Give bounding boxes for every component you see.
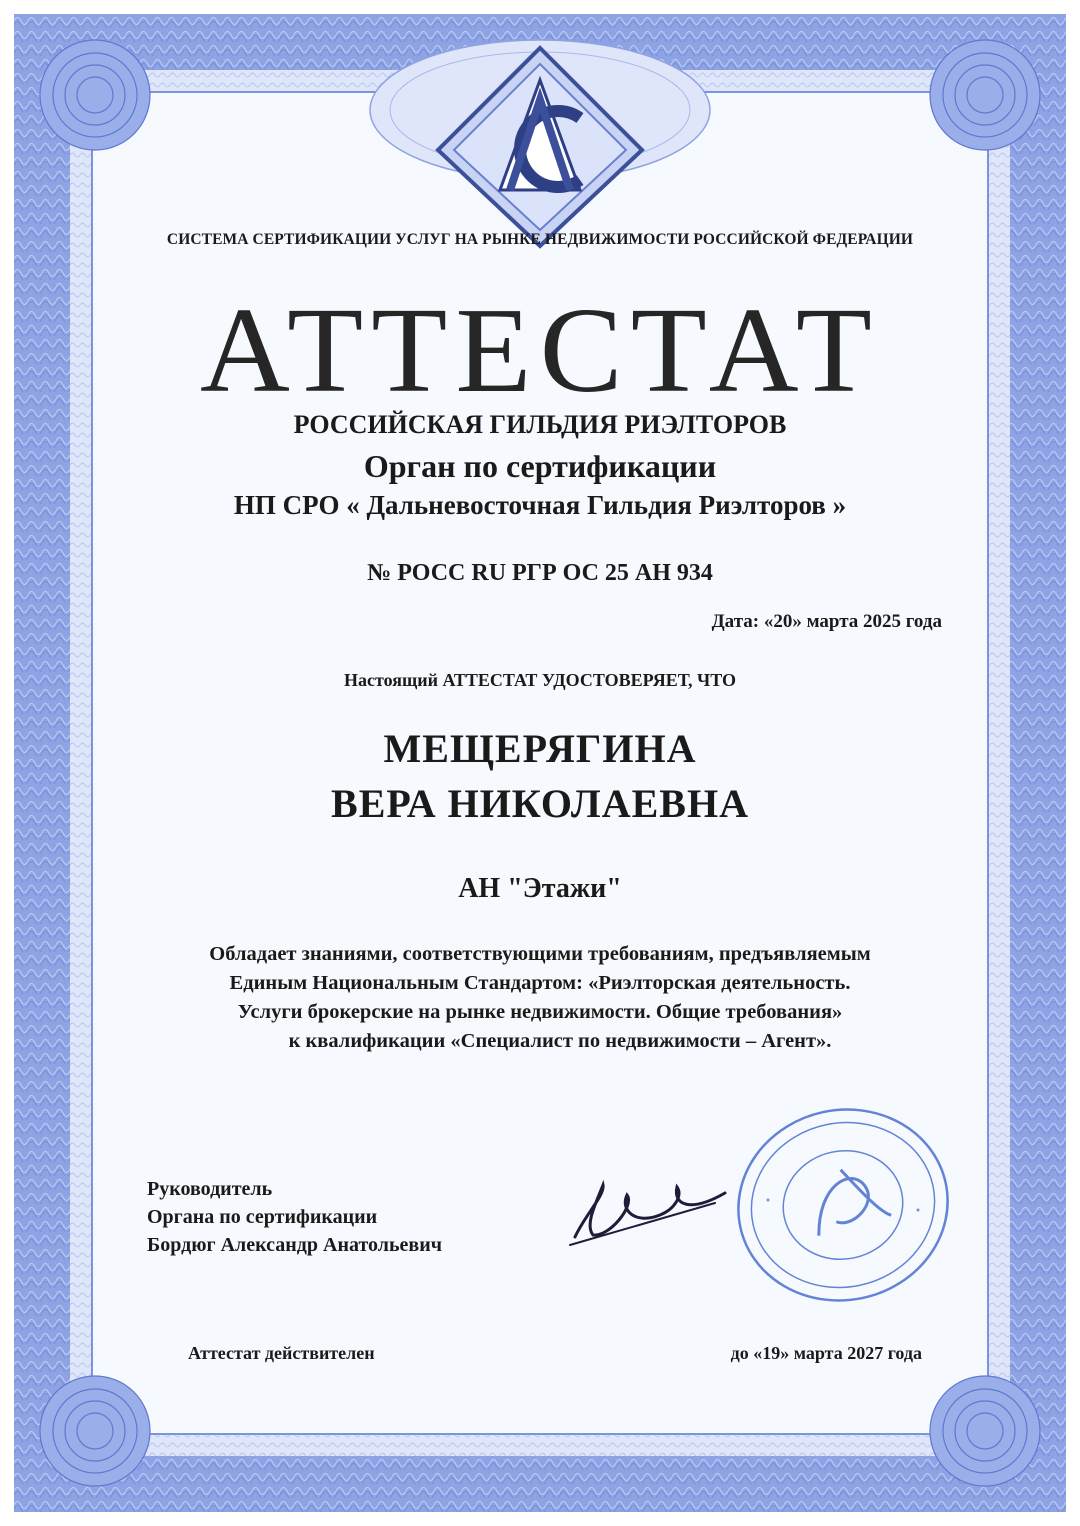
qualification-text	[0, 940, 1080, 1056]
round-seal-icon	[728, 1100, 958, 1310]
qualification-line: Единым Национальным Стандартом: «Риэлторская деятельность.	[229, 972, 851, 994]
holder-given-names: ВЕРА НИКОЛАЕВНА	[331, 781, 749, 826]
certification-system-line: СИСТЕМА СЕРТИФИКАЦИИ УСЛУГ НА РЫНКЕ НЕДВИЖИМОСТИ РОССИЙСКОЙ ФЕДЕРАЦИИ	[166, 231, 914, 248]
issue-date: Дата: «20» марта 2025 года	[711, 611, 942, 632]
guild-logo-icon	[430, 40, 650, 250]
validity-label: Аттестат действителен	[188, 1343, 375, 1363]
signatory-organ: Органа по сертификации	[147, 1206, 378, 1228]
agency-name: АН "Этажи"	[458, 873, 622, 904]
signatory-name: Бордюг Александр Анатольевич	[147, 1234, 443, 1256]
certificate-number: № РОСС RU РГР ОС 25 АН 934	[367, 560, 713, 586]
signatory-role: Руководитель	[147, 1178, 273, 1200]
holder-surname: МЕЩЕРЯГИНА	[383, 726, 697, 771]
qualification-line: к квалификации «Специалист по недвижимости – Агент».	[288, 1030, 832, 1052]
qualification-line: Услуги брокерские на рынке недвижимости. Общие требования»	[237, 1001, 843, 1023]
signatory-block	[147, 1175, 442, 1259]
validity-date: до «19» марта 2027 года	[730, 1343, 922, 1363]
qualification-line: Обладает знаниями, соответствующими требованиям, предъявляемым	[209, 943, 871, 965]
certifies-statement: Настоящий АТТЕСТАТ УДОСТОВЕРЯЕТ, ЧТО	[344, 670, 736, 690]
certificate-title: АТТЕСТАТ	[199, 283, 881, 418]
guild-name: РОССИЙСКАЯ ГИЛЬДИЯ РИЭЛТОРОВ	[293, 410, 787, 439]
partnership-name: НП СРО « Дальневосточная Гильдия Риэлторов »	[233, 490, 847, 520]
signature-icon	[565, 1175, 735, 1255]
certification-body: Орган по сертификации	[363, 448, 717, 484]
